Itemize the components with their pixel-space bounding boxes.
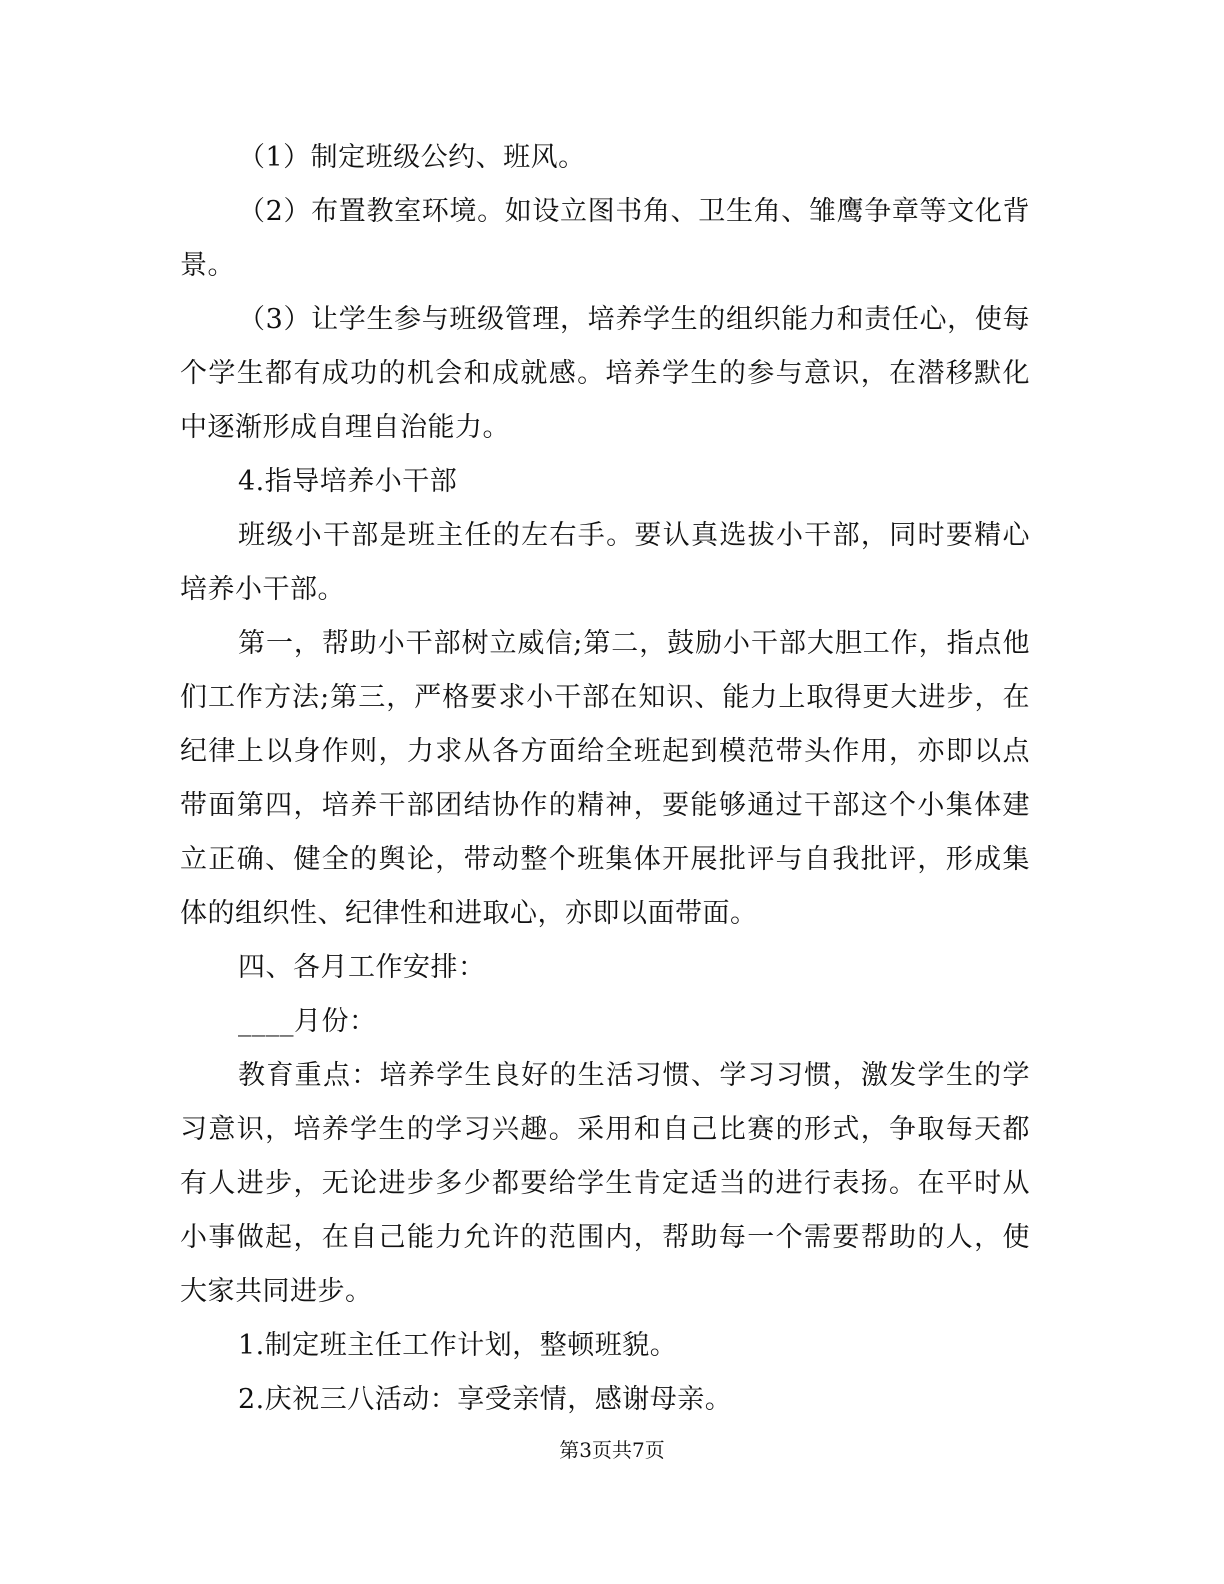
paragraph-cadre-steps: 第一，帮助小干部树立威信;第二，鼓励小干部大胆工作，指点他们工作方法;第三，严格要求小干部在知识、能力上取得更大进步，在纪律上以身作则，力求从各方面给全班起到模范带头作用，亦即以点带面第四，培养干部团结协作的精神，要能够通过干部这个小集体建立正确、健全的舆论，带动整个班集体开展批评与自我批评，形成集体的组织性、纪律性和进取心，亦即以面带面。 [180, 628, 1030, 929]
section-heading-cadre: 4.指导培养小干部 [238, 466, 458, 497]
paragraph-rule-1: （1）制定班级公约、班风。 [238, 142, 586, 173]
month-label: ____月份： [238, 1006, 377, 1037]
paragraph-rule-3: （3）让学生参与班级管理，培养学生的组织能力和责任心，使每个学生都有成功的机会和成就感。培养学生的参与意识，在潜移默化中逐渐形成自理自治能力。 [180, 304, 1030, 443]
paragraph-cadre-intro: 班级小干部是班主任的左右手。要认真选拔小干部，同时要精心培养小干部。 [180, 520, 1030, 605]
list-item-plan: 1.制定班主任工作计划，整顿班貌。 [238, 1330, 678, 1361]
paragraph-rule-2: （2）布置教室环境。如设立图书角、卫生角、雏鹰争章等文化背景。 [180, 196, 1030, 281]
paragraph-education-focus: 教育重点：培养学生良好的生活习惯、学习习惯，激发学生的学习意识，培养学生的学习兴趣。采用和自己比赛的形式，争取每天都有人进步，无论进步多少都要给学生肯定适当的进行表扬。在平时从小事做起，在自己能力允许的范围内，帮助每一个需要帮助的人，使大家共同进步。 [180, 1060, 1030, 1307]
document-body [180, 131, 1030, 1427]
section-heading-monthly: 四、各月工作安排： [238, 952, 486, 983]
page-number-footer: 第3页共7页 [559, 1438, 665, 1462]
list-item-activity: 2.庆祝三八活动：享受亲情，感谢母亲。 [238, 1384, 733, 1415]
